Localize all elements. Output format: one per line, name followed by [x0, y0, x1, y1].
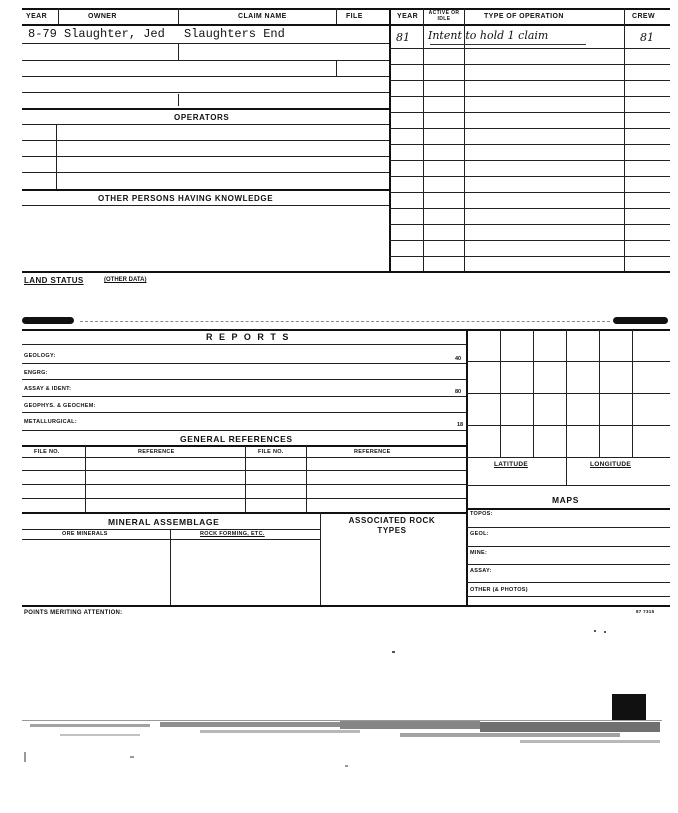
rock-forming-header: ROCK FORMING, ETC. [200, 531, 265, 537]
row-line [22, 430, 466, 431]
ore-minerals-header: ORE MINERALS [62, 531, 108, 537]
header-crew: CREW [632, 13, 655, 20]
col-divider [336, 8, 337, 24]
general-references-title: GENERAL REFERENCES [180, 434, 293, 444]
header-owner: OWNER [88, 13, 117, 20]
row-line [22, 76, 389, 77]
row-line [389, 144, 670, 145]
header-claim-name: CLAIM NAME [238, 13, 287, 20]
col-divider [58, 8, 59, 24]
row-line [22, 124, 389, 125]
points-meriting-attention: POINTS MERITING ATTENTION: [24, 610, 123, 616]
header-active-or-idle: ACTIVE OR IDLE [428, 10, 460, 22]
row-line [22, 140, 389, 141]
row-line [22, 344, 466, 345]
row-line [389, 208, 670, 209]
form-number: 87 7315 [636, 609, 655, 614]
row-line [466, 596, 670, 597]
assay-label: ASSAY & IDENT: [24, 386, 72, 392]
row-line [389, 112, 670, 113]
ref-col-file-no: FILE NO. [34, 449, 60, 455]
col-divider [320, 512, 321, 605]
grid-line [466, 457, 670, 458]
header-type-of-operation: TYPE OF OPERATION [484, 13, 564, 20]
row-line [389, 176, 670, 177]
col-divider [306, 445, 307, 512]
geology-num: 40 [455, 356, 462, 362]
header-year-right: YEAR [397, 13, 419, 20]
row-line [22, 205, 389, 206]
engrg-label: ENGRG: [24, 370, 48, 376]
section-rule [22, 512, 466, 514]
col-divider [178, 8, 179, 24]
row-line [22, 172, 389, 173]
geology-label: GEOLOGY: [24, 353, 56, 359]
row-line [466, 564, 670, 565]
fold-line [80, 321, 610, 322]
row-line [22, 156, 389, 157]
row-line [22, 60, 389, 61]
row-line [22, 457, 466, 458]
grid-line [466, 425, 670, 426]
metallurgical-num: 18 [457, 422, 464, 428]
row-line [389, 224, 670, 225]
associated-rock-types-title: ASSOCIATED ROCK TYPES [348, 516, 436, 535]
row-line [22, 43, 389, 44]
claim-name-entry: Slaughters End [184, 27, 285, 41]
row-line [22, 484, 466, 485]
claim-table-header-rule [22, 24, 670, 26]
land-status-title: LAND STATUS [24, 276, 84, 285]
col-divider [245, 445, 246, 512]
geophys-label: GEOPHYS. & GEOCHEM: [24, 403, 96, 409]
row-line [22, 412, 466, 413]
ref-col-file-no-2: FILE NO. [258, 449, 284, 455]
maps-geol: GEOL: [470, 531, 489, 537]
row-line [466, 582, 670, 583]
row-line [389, 256, 670, 257]
owner-entry: 8-79 Slaughter, Jed [28, 27, 165, 41]
grid-line [466, 361, 670, 362]
ref-col-reference: REFERENCE [138, 449, 175, 455]
scan-speck [594, 630, 596, 632]
row-line [22, 498, 466, 499]
row-line [466, 527, 670, 528]
reports-title: R E P O R T S [206, 332, 291, 342]
row-line [389, 160, 670, 161]
mineral-assemblage-title: MINERAL ASSEMBLAGE [108, 517, 220, 527]
col-tick [336, 60, 337, 76]
maps-assay: ASSAY: [470, 568, 492, 574]
longitude-label: LONGITUDE [590, 461, 631, 468]
col-divider [56, 124, 57, 189]
row-line [389, 80, 670, 81]
header-year: YEAR [26, 13, 48, 20]
row-line [22, 529, 320, 530]
row-line [22, 379, 466, 380]
row-line [22, 396, 466, 397]
section-rule [22, 108, 389, 110]
reports-bottom-border [22, 605, 670, 607]
col-divider [85, 445, 86, 512]
maps-title: MAPS [552, 495, 579, 505]
scan-speck [392, 651, 395, 653]
ref-col-reference-2: REFERENCE [354, 449, 391, 455]
row-line [389, 192, 670, 193]
maps-other: OTHER (& PHOTOS) [470, 587, 528, 593]
row-line [389, 48, 670, 49]
operators-title: OPERATORS [174, 113, 230, 122]
land-status-subtitle: (OTHER DATA) [104, 277, 147, 283]
claim-table-top-border [22, 8, 670, 10]
year-entry: 81 [396, 31, 410, 44]
scan-black-block [612, 694, 646, 720]
operation-entry: Intent to hold 1 claim [428, 29, 549, 42]
assay-num: 80 [455, 389, 462, 395]
grid-line [466, 485, 670, 486]
crew-entry: 81 [640, 31, 654, 44]
metallurgical-label: METALLURGICAL: [24, 419, 77, 425]
section-rule [22, 189, 389, 191]
row-line [22, 470, 466, 471]
row-line [389, 240, 670, 241]
row-line [22, 363, 466, 364]
punch-mark-left [22, 317, 74, 324]
grid-line [566, 457, 567, 485]
col-tick [178, 43, 179, 60]
operation-underline [430, 44, 586, 45]
reports-top-border [22, 329, 670, 331]
punch-mark-right [613, 317, 668, 324]
row-line [466, 508, 670, 510]
maps-mine: MINE: [470, 550, 488, 556]
other-persons-title: OTHER PERSONS HAVING KNOWLEDGE [98, 194, 274, 203]
row-line [389, 96, 670, 97]
scan-speck [604, 631, 606, 633]
row-line [389, 128, 670, 129]
claim-table-bottom-border [22, 271, 670, 273]
latitude-label: LATITUDE [494, 461, 529, 468]
row-line [22, 539, 320, 540]
maps-topos: TOPOS: [470, 511, 493, 517]
header-file: FILE [346, 13, 363, 20]
grid-line [466, 393, 670, 394]
row-line [389, 64, 670, 65]
row-line [466, 546, 670, 547]
row-line [22, 92, 389, 93]
row-line [22, 445, 466, 447]
col-tick [178, 94, 179, 106]
col-divider [170, 529, 171, 605]
